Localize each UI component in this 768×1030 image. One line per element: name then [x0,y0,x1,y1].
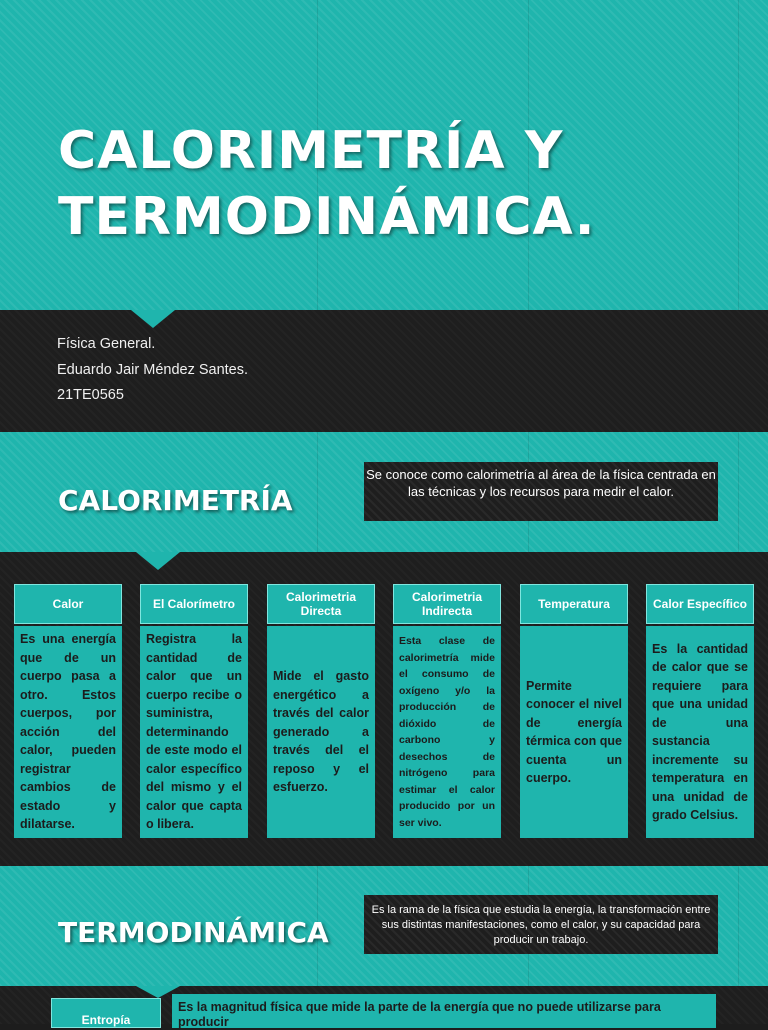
calorimetria-columns-section [0,552,768,866]
column-title: Temperatura [520,584,628,624]
entropia-text: Es la magnitud física que mide la parte de la energía que no puede utilizarse para producir [172,994,716,1028]
column-title: El Calorímetro [140,584,248,624]
page-title [58,118,595,250]
column-title: Calor Específico [646,584,754,624]
column-text: Mide el gasto energético a través del calor generado a través del el reposo y el esfuerzo. [267,626,375,838]
entropia-title: Entropía [51,998,161,1028]
column-text: Esta clase de calorimetría mide el consumo de oxígeno y/o la producción de dióxido de carbono y desechos de nitrógeno para estimar el calor producido por un ser vivo. [393,626,501,838]
calorimetria-heading: CALORIMETRÍA [58,484,293,517]
termodinamica-definition: Es la rama de la física que estudia la energía, la transformación entre sus distintas manifestaciones, como el calor, y su capacidad para producir un trabajo. [364,895,718,954]
column-text: Registra la cantidad de calor que un cuerpo recibe o suministra, determinando de este modo el calor específico del mismo y el calor que capta o libera. [140,626,248,838]
subject-label: Física General. [57,336,156,352]
title-line-2: TERMODINÁMICA. [58,187,596,247]
termodinamica-heading: TERMODINÁMICA [58,916,329,949]
notch-decoration [131,310,175,328]
column-text: Permite conocer el nivel de energía térmica con que cuenta un cuerpo. [520,626,628,838]
calorimetria-header-section [0,432,768,552]
title-section [0,0,768,310]
column-text: Es una energía que de un cuerpo pasa a otro. Estos cuerpos, por acción del calor, pueden registrar cambios de estado y dilatarse. [14,626,122,838]
author-name: Eduardo Jair Méndez Santes. [57,362,249,378]
termodinamica-header-section [0,866,768,986]
column-title: Calorimetria Indirecta [393,584,501,624]
notch-decoration [136,552,180,570]
column-text: Es la cantidad de calor que se requiere para que una unidad de una sustancia incremente su temperatura en una unidad de grado Celsius. [646,626,754,838]
student-id: 21TE0565 [57,387,124,403]
column-title: Calor [14,584,122,624]
column-title: Calorimetria Directa [267,584,375,624]
title-line-1: CALORIMETRÍA Y [58,121,564,181]
author-band [0,310,768,432]
calorimetria-definition: Se conoce como calorimetría al área de la física centrada en las técnicas y los recursos para medir el calor. [364,462,718,521]
